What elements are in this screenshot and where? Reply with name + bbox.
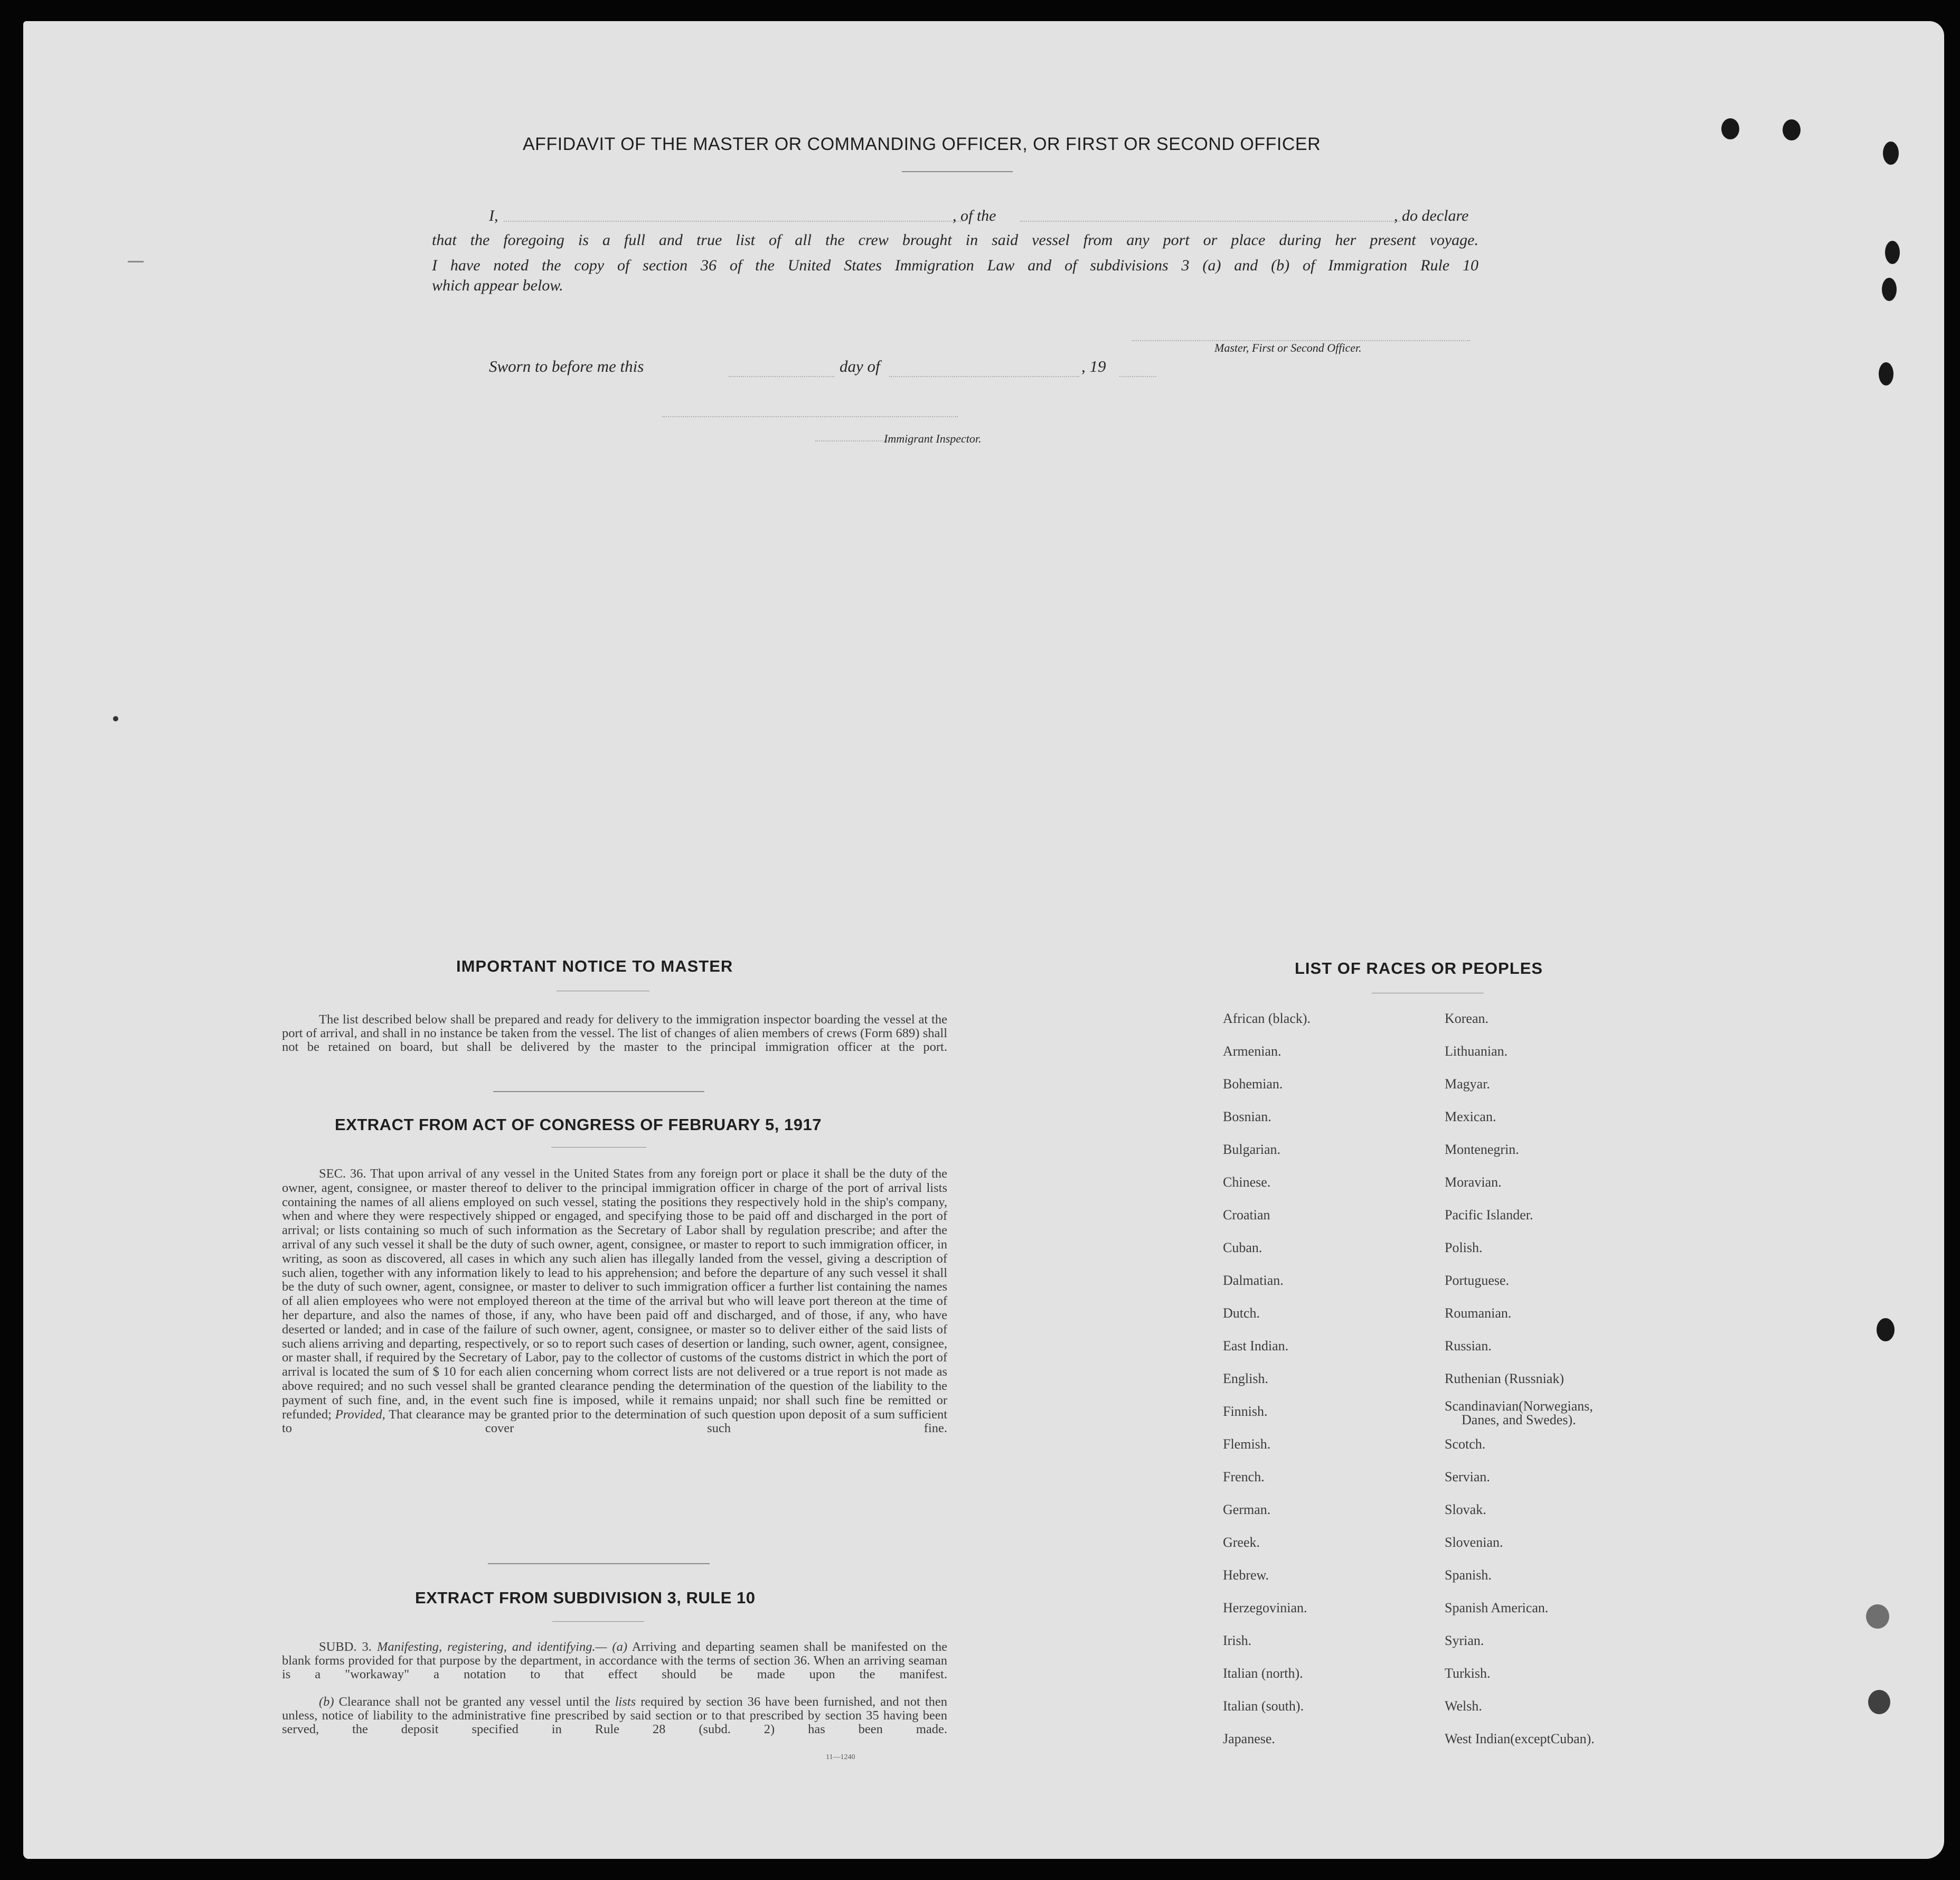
title-divider <box>902 171 1013 172</box>
master-caption: Master, First or Second Officer. <box>1214 341 1362 354</box>
race-item-continued: Danes, and Swedes). <box>1462 1412 1576 1427</box>
name-blank[interactable] <box>504 221 963 222</box>
extract-act-end-rule <box>488 1563 710 1564</box>
lists-word: lists <box>615 1695 636 1709</box>
punch-hole <box>1885 241 1900 264</box>
race-item: Japanese. <box>1223 1731 1275 1746</box>
sworn-day-blank[interactable] <box>729 376 834 377</box>
sworn-year-blank[interactable] <box>1119 376 1156 377</box>
punch-hole <box>1877 1318 1895 1341</box>
notice-end-rule <box>493 1091 704 1092</box>
scan-speck <box>113 716 118 721</box>
race-item: Flemish. <box>1223 1436 1271 1452</box>
punch-hole <box>1866 1604 1889 1629</box>
race-item: West Indian(exceptCuban). <box>1445 1731 1595 1746</box>
race-item: German. <box>1223 1502 1271 1517</box>
scan-mark <box>128 261 144 262</box>
year-label: , 19 <box>1081 357 1106 375</box>
race-item: Dutch. <box>1223 1305 1260 1321</box>
race-item: Croatian <box>1223 1207 1270 1223</box>
race-item: Greek. <box>1223 1535 1260 1550</box>
race-item: Spanish American. <box>1445 1600 1549 1615</box>
race-item: Ruthenian (Russniak) <box>1445 1371 1565 1386</box>
race-item: Cuban. <box>1223 1240 1262 1255</box>
race-item: Herzegovinian. <box>1223 1600 1307 1615</box>
sworn-label: Sworn to before me this <box>489 357 644 375</box>
punch-hole <box>1879 362 1893 386</box>
race-item: Italian (north). <box>1223 1666 1303 1681</box>
race-item: Slovak. <box>1445 1502 1486 1517</box>
day-of-label: day of <box>840 357 880 375</box>
subdivision-3b-text <box>282 1695 947 1736</box>
race-item: Slovenian. <box>1445 1535 1503 1550</box>
subdivision-3a-text <box>282 1640 947 1681</box>
affidavit-of-the: , of the <box>953 207 996 224</box>
section-36-body: That upon arrival of any vessel in the United States from any foreign port or place it shall be the duty of the owner, agent, consignee, or master thereof to deliver to the principal immigration officer in charge of the port of arrival lists containing the names of all aliens employed on such vessel, stating the positions they respectively hold in the ship's company, when and where they were respectively shipped or engaged, and specifying those to be paid off and discharged in the port of arrival; or lists containing so much of such information as the Secretary of Labor shall by regulation prescribe; and after the arrival of any such vessel it shall be the duty of such owner, agent, consignee, or master to report to such immigration officer, in writing, as soon as discovered, all cases in which any such alien has illegally landed from the vessel, giving a description of such alien, together with any information likely to lead to his apprehension; and before the departure of any such vessel it shall be the duty of such owner, agent, consignee, or master to deliver to such immigration officer a further list containing the names of all alien employees who were not employed thereon at the time of the arrival but who will leave port thereon at the time of her departure, and also the names of those, if any, who have been paid off and discharged, and of those, if any, who have deserted or landed; and in case of the failure of such owner, agent, consignee, or master so to deliver either of the said lists of such aliens arriving and departing, respectively, or so to report such cases of desertion or landing, such owner, agent, consignee, or master shall, if required by the Secretary of Labor, pay to the collector of customs of the customs district in which the port of arrival is located the sum of $ 10 for each alien concerning whom correct lists are not delivered or a true report is not made as above required; and no such vessel shall be granted clearance pending the determination of the question of the liability to the payment of such fine, and, in the event such fine is imposed, while it remains unpaid; nor shall such fine be remitted or refunded; <box>282 1167 947 1422</box>
race-item: Scotch. <box>1445 1436 1486 1452</box>
race-item: Scandinavian(Norwegians, <box>1445 1398 1593 1414</box>
extract-rule-divider <box>552 1621 644 1622</box>
punch-hole <box>1883 142 1899 165</box>
race-item: Dalmatian. <box>1223 1273 1284 1288</box>
affidavit-line-4: which appear below. <box>432 277 563 294</box>
race-item: Finnish. <box>1223 1404 1268 1419</box>
race-item: Hebrew. <box>1223 1567 1269 1583</box>
section-label: SEC. 36. <box>319 1167 366 1181</box>
subd-3b-body-2: required by section 36 have been furnished, and not then unless, notice of liability to the administrative fine prescribed by said section or to that prescribed by section 35 having been served, the deposit specified in Rule 28 (subd. 2) has been made. <box>282 1695 947 1736</box>
race-item: African (black). <box>1223 1011 1311 1026</box>
affidavit-line-2: that the foregoing is a full and true list of all the crew brought in said vessel from any port or place during her present voyage. <box>432 231 1478 249</box>
vessel-blank[interactable] <box>1020 221 1400 222</box>
notice-text: The list described below shall be prepared and ready for delivery to the immigration inspector boarding the vessel at the port of arrival, and shall in no instance be taken from the vessel. The list of changes of alien members of crews (Form 689) shall not be retained on board, but shall be delivered by the master to the principal immigration officer at the port. <box>282 1012 947 1054</box>
race-item: Pacific Islander. <box>1445 1207 1533 1223</box>
race-item: Montenegrin. <box>1445 1142 1519 1157</box>
affidavit-line-3: I have noted the copy of section 36 of the United States Immigration Law and of subdivisions 3 (a) and (b) of Immigration Rule 10 <box>432 257 1478 274</box>
subd-3a-body: Arriving and departing seamen shall be manifested on the blank forms provided for that purpose by the department, in accordance with the terms of section 36. When an arriving seaman is a "workaway" a notation to that effect should be made upon the manifest. <box>282 1640 948 1681</box>
form-number: 11—1240 <box>826 1753 855 1761</box>
race-item: Armenian. <box>1223 1044 1281 1059</box>
race-item: Turkish. <box>1445 1666 1491 1681</box>
affidavit-i-label: I, <box>489 207 498 224</box>
affidavit-do-declare: , do declare <box>1394 207 1469 224</box>
race-item: Chinese. <box>1223 1174 1271 1190</box>
race-item: Irish. <box>1223 1633 1252 1648</box>
extract-act-title: EXTRACT FROM ACT OF CONGRESS OF FEBRUARY 5, 1917 <box>335 1115 822 1134</box>
race-item: Roumanian. <box>1445 1305 1512 1321</box>
form-page <box>23 21 1944 1859</box>
extract-rule-title: EXTRACT FROM SUBDIVISION 3, RULE 10 <box>415 1588 756 1607</box>
inspector-lead-dots <box>815 440 889 441</box>
race-item: Mexican. <box>1445 1109 1496 1124</box>
race-item: Portuguese. <box>1445 1273 1510 1288</box>
race-item: Russian. <box>1445 1338 1492 1353</box>
punch-hole <box>1868 1690 1890 1714</box>
race-item: Bosnian. <box>1223 1109 1271 1124</box>
race-item: Magyar. <box>1445 1076 1490 1092</box>
inspector-signature-line[interactable] <box>662 416 958 417</box>
sworn-month-blank[interactable] <box>889 376 1079 377</box>
inspector-caption: Immigrant Inspector. <box>884 432 982 445</box>
affidavit-title: AFFIDAVIT OF THE MASTER OR COMMANDING OFFICER, OR FIRST OR SECOND OFFICER <box>523 134 1321 154</box>
punch-hole <box>1721 118 1739 139</box>
race-item: Spanish. <box>1445 1567 1492 1583</box>
section-36-text <box>282 1167 947 1436</box>
section-36-closing: That clearance may be granted prior to the determination of such question upon deposit of a sum sufficient to cover such fine. <box>282 1407 948 1436</box>
subd-heading: Manifesting, registering, and identifying.— (a) <box>376 1640 627 1654</box>
subd-b-label: (b) <box>319 1695 334 1709</box>
provided-word: Provided, <box>335 1407 385 1422</box>
race-item: Welsh. <box>1445 1698 1482 1714</box>
race-item: English. <box>1223 1371 1268 1386</box>
race-item: Lithuanian. <box>1445 1044 1508 1059</box>
race-item: Korean. <box>1445 1011 1489 1026</box>
notice-title: IMPORTANT NOTICE TO MASTER <box>456 957 733 975</box>
extract-act-divider <box>551 1147 646 1148</box>
race-item: East Indian. <box>1223 1338 1289 1353</box>
race-item: Bulgarian. <box>1223 1142 1281 1157</box>
race-item: Moravian. <box>1445 1174 1502 1190</box>
subd-label: SUBD. 3. <box>319 1640 372 1654</box>
races-title: LIST OF RACES OR PEOPLES <box>1295 959 1543 977</box>
race-item: Italian (south). <box>1223 1698 1304 1714</box>
punch-hole <box>1882 278 1897 301</box>
race-item: Polish. <box>1445 1240 1483 1255</box>
race-item: Syrian. <box>1445 1633 1484 1648</box>
race-item: Bohemian. <box>1223 1076 1283 1092</box>
subd-3b-body-1: Clearance shall not be granted any vessel until the <box>338 1695 610 1709</box>
race-item: Servian. <box>1445 1469 1490 1484</box>
race-item: French. <box>1223 1469 1265 1484</box>
punch-hole <box>1783 119 1801 140</box>
